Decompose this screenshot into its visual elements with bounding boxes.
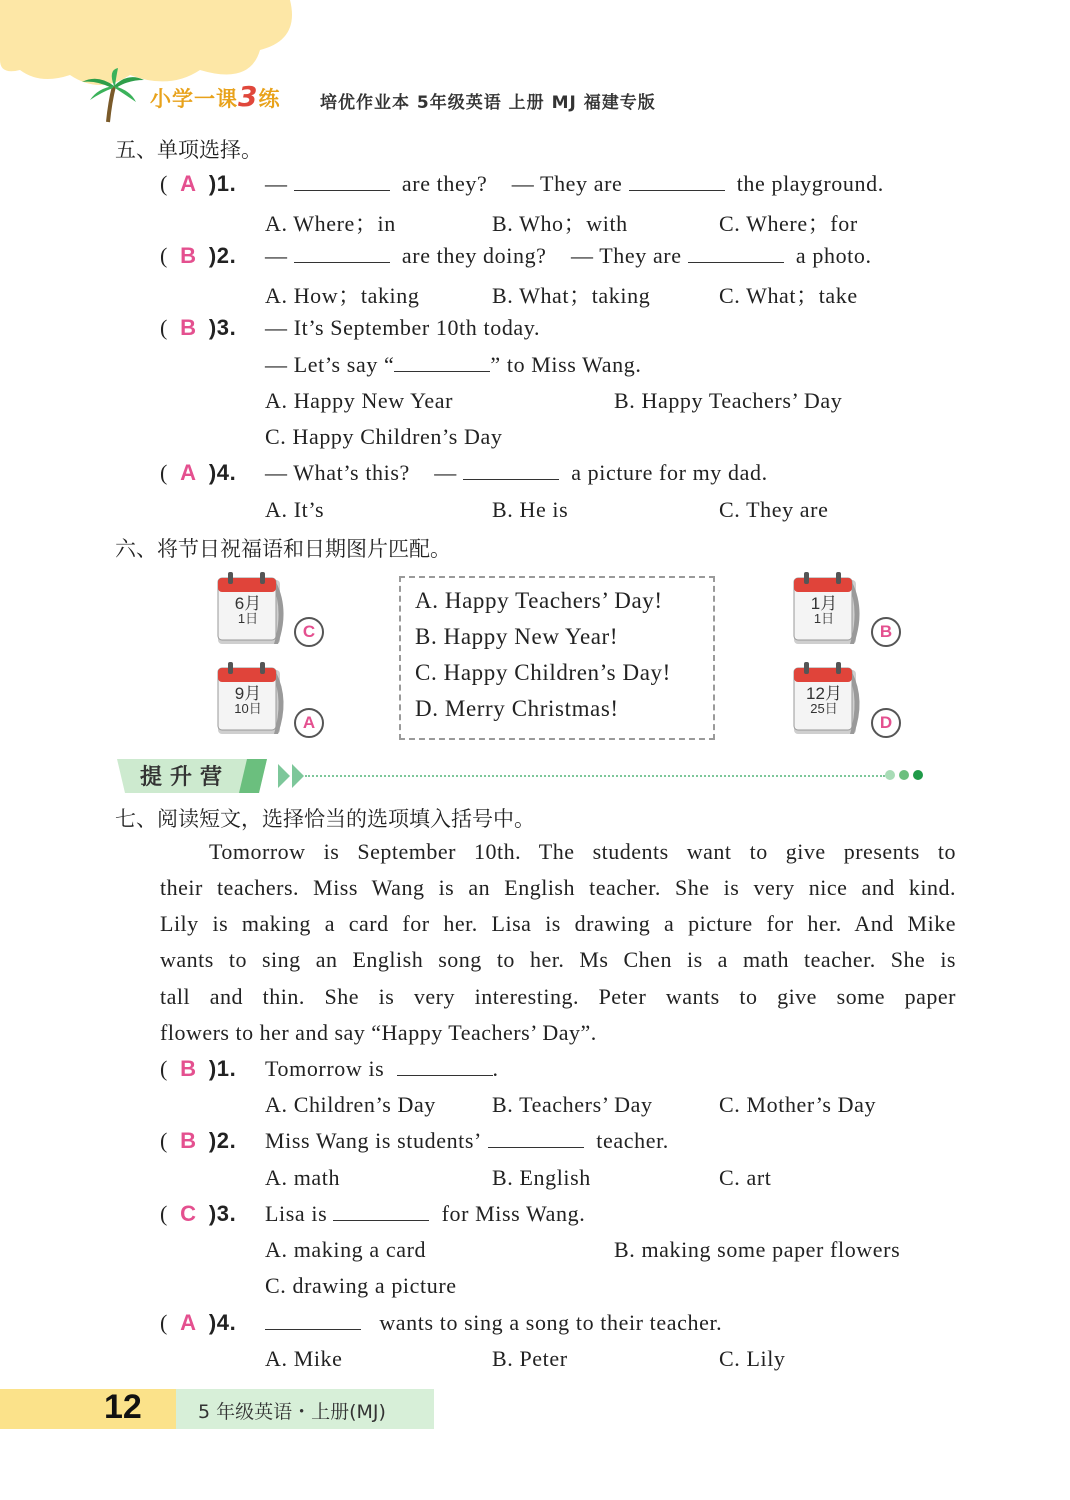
answer-mark: B [180, 243, 197, 268]
s5-q3-line1: — It’s September 10th today. [265, 315, 541, 340]
calendar-december-25 [790, 660, 866, 742]
book-subtitle: 培优作业本 5年级英语 上册 MJ 福建专版 [320, 93, 656, 113]
s7-q4-text [265, 1310, 722, 1336]
answer-blank[interactable] [688, 244, 784, 263]
calendar-september-10 [214, 660, 290, 742]
question-number: )4. [208, 1310, 237, 1335]
greeting-option-b: B. Happy New Year! [415, 624, 619, 649]
answer-circle: C [294, 617, 324, 647]
answer-blank[interactable] [488, 1129, 584, 1148]
s5-q1-option-a: A. Where；in [265, 211, 396, 236]
s7-q1-text [265, 1056, 499, 1082]
q-text: Tomorrow is [265, 1056, 385, 1081]
q-text: . [492, 1056, 499, 1081]
answer-blank[interactable] [629, 172, 725, 191]
q-text: a picture for my dad. [571, 460, 768, 485]
passage-line: wants to sing an English song to her. Ms Chen is a math teacher. She is [160, 947, 956, 972]
section7-title: 七、阅读短文，选择恰当的选项填入括号中。 [115, 807, 535, 831]
s5-q1-text [265, 171, 884, 197]
s5-q3-row: ( B )3. [160, 315, 237, 340]
palm-tree-icon [78, 68, 148, 124]
answer-blank[interactable] [397, 1057, 493, 1076]
calendar-january-1 [790, 570, 866, 652]
q-text: — They are [570, 243, 682, 268]
passage-line: flowers to her and say “Happy Teachers’ Day”. [160, 1020, 597, 1045]
s7-q2-option-c: C. art [719, 1165, 772, 1190]
banner-label: 提升营 [140, 765, 231, 790]
calendar-month: 6月 [234, 594, 262, 613]
answer-mark: A [180, 460, 197, 485]
s7-q1-row: ( B )1. [160, 1056, 237, 1081]
calendar-day: 1日 [237, 611, 259, 626]
s7-q4-row: ( A )4. [160, 1310, 237, 1335]
answer-blank[interactable] [265, 1311, 361, 1330]
answer-blank[interactable] [294, 172, 390, 191]
question-number: )2. [208, 243, 237, 268]
s5-q1-row: ( A )1. [160, 171, 237, 196]
footer-book-title: 5 年级英语・上册(MJ) [198, 1401, 386, 1423]
question-number: )3. [208, 1201, 237, 1226]
brand-text-end: 练 [258, 87, 281, 111]
q-text: for Miss Wang. [441, 1201, 586, 1226]
s7-q4-option-c: C. Lily [719, 1346, 786, 1371]
answer-circle: A [294, 708, 324, 738]
calendar-month: 9月 [234, 684, 262, 703]
answer-blank[interactable] [294, 244, 390, 263]
s5-q2-option-a: A. How；taking [265, 283, 420, 308]
s5-q3-line2 [265, 352, 641, 378]
calendar-day: 10日 [234, 701, 262, 716]
s5-q3-option-c: C. Happy Children’s Day [265, 424, 503, 449]
answer-mark: B [180, 315, 197, 340]
dash: — [434, 460, 457, 485]
question-number: )2. [208, 1128, 237, 1153]
section6-title: 六、将节日祝福语和日期图片匹配。 [115, 537, 451, 561]
s7-q4-option-b: B. Peter [492, 1346, 568, 1371]
greetings-options-box [399, 576, 715, 740]
s7-q3-option-b: B. making some paper flowers [614, 1237, 901, 1262]
q-text: are they? [401, 171, 488, 196]
s7-q2-row: ( B )2. [160, 1128, 237, 1153]
q-text: — What’s this? [265, 460, 410, 485]
greeting-option-a: A. Happy Teachers’ Day! [415, 588, 663, 613]
calendar-day: 1日 [813, 611, 835, 626]
q-text: teacher. [596, 1128, 669, 1153]
q-text: are they doing? [401, 243, 547, 268]
s7-q3-row: ( C )3. [160, 1201, 237, 1226]
brand-title [150, 80, 280, 113]
answer-mark: A [180, 1310, 197, 1335]
q-text: Miss Wang is students’ [265, 1128, 482, 1153]
s5-q4-option-a: A. It’s [265, 497, 325, 522]
passage-line: their teachers. Miss Wang is an English teacher. She is very nice and kind. [160, 875, 956, 900]
s7-q1-option-a: A. Children’s Day [265, 1092, 436, 1117]
dash: — [265, 171, 288, 196]
page-number: 12 [104, 1388, 142, 1426]
s7-q1-option-b: B. Teachers’ Day [492, 1092, 653, 1117]
answer-circle: D [871, 708, 901, 738]
s7-q1-option-c: C. Mother’s Day [719, 1092, 877, 1117]
s5-q2-option-c: C. What；take [719, 283, 858, 308]
s5-q4-text [265, 460, 768, 486]
passage-line: tall and thin. She is very interesting. Peter wants to give some paper [160, 984, 956, 1009]
answer-mark: B [180, 1056, 197, 1081]
answer-mark: A [180, 171, 197, 196]
s5-q3-option-a: A. Happy New Year [265, 388, 454, 413]
s7-q4-option-a: A. Mike [265, 1346, 343, 1371]
answer-circle: B [871, 617, 901, 647]
question-number: )4. [208, 460, 237, 485]
calendar-june-1 [214, 570, 290, 652]
s7-q2-option-b: B. English [492, 1165, 591, 1190]
s5-q3-option-b: B. Happy Teachers’ Day [614, 388, 843, 413]
s5-q4-row: ( A )4. [160, 460, 237, 485]
s5-q2-row: ( B )2. [160, 243, 237, 268]
s7-q3-option-a: A. making a card [265, 1237, 427, 1262]
s7-q2-option-a: A. math [265, 1165, 341, 1190]
q-text: — Let’s say “ [265, 352, 395, 377]
calendar-day: 25日 [810, 701, 838, 716]
header-cloud-decoration [0, 0, 300, 90]
s5-q1-option-c: C. Where；for [719, 211, 858, 236]
s7-q3-option-c: C. drawing a picture [265, 1273, 457, 1298]
banner-dotted-line [305, 775, 885, 777]
question-number: )3. [208, 315, 237, 340]
s5-q4-option-c: C. They are [719, 497, 829, 522]
answer-mark: B [180, 1128, 197, 1153]
question-number: )1. [208, 1056, 237, 1081]
s7-q2-text [265, 1128, 669, 1154]
question-number: )1. [208, 171, 237, 196]
banner-dots-decoration [884, 768, 928, 782]
answer-mark: C [180, 1201, 197, 1226]
greeting-option-c: C. Happy Children’s Day! [415, 660, 671, 685]
q-text: — They are [511, 171, 623, 196]
s5-q1-option-b: B. Who；with [492, 211, 628, 236]
q-text: ” to Miss Wang. [490, 352, 642, 377]
answer-blank[interactable] [333, 1202, 429, 1221]
answer-blank[interactable] [463, 461, 559, 480]
s7-q3-text [265, 1201, 585, 1227]
calendar-month: 1月 [810, 594, 838, 613]
greeting-option-d: D. Merry Christmas! [415, 696, 619, 721]
q-text: Lisa is [265, 1201, 328, 1226]
footer-page-tab [0, 1389, 176, 1429]
q-text: wants to sing a song to their teacher. [379, 1310, 723, 1335]
s5-q2-option-b: B. What；taking [492, 283, 651, 308]
dash: — [265, 243, 288, 268]
q-text: a photo. [795, 243, 872, 268]
passage-line: Tomorrow is September 10th. The students want to give presents to [209, 839, 956, 864]
section5-title: 五、单项选择。 [115, 138, 262, 162]
calendar-month: 12月 [806, 684, 842, 703]
brand-text: 小学一课 [150, 87, 238, 111]
s5-q2-text [265, 243, 872, 269]
s5-q4-option-b: B. He is [492, 497, 569, 522]
q-text: the playground. [736, 171, 884, 196]
passage-line: Lily is making a card for her. Lisa is drawing a picture for her. And Mike [160, 911, 956, 936]
brand-number: 3 [238, 80, 259, 113]
answer-blank[interactable] [394, 353, 490, 372]
